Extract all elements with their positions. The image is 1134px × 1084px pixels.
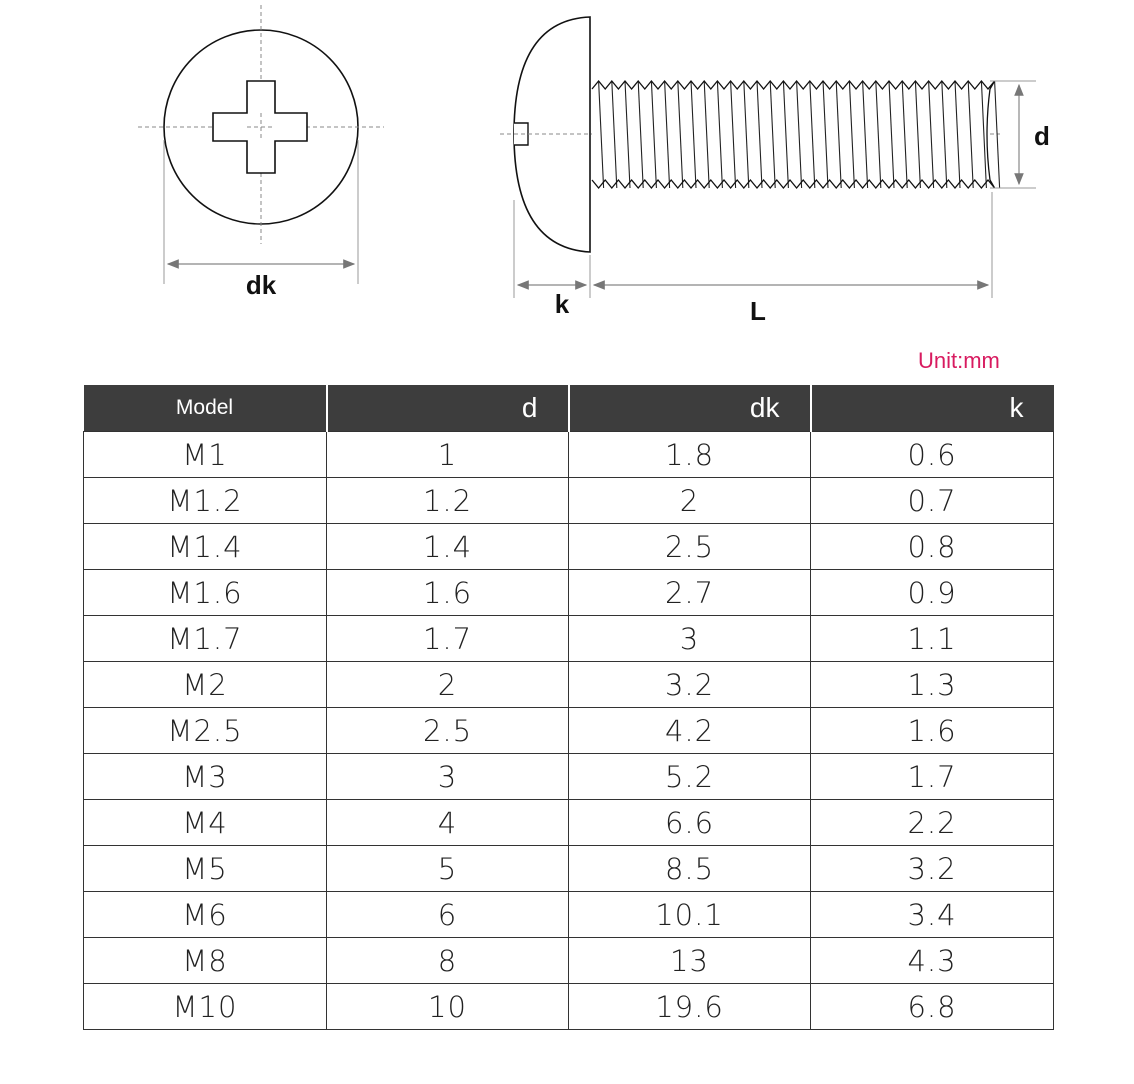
spec-table — [83, 385, 1054, 1030]
cell-d: 1.6 — [327, 570, 569, 616]
cell-d: 4 — [327, 800, 569, 846]
table-row — [84, 524, 1054, 570]
cell-model: M1.4 — [84, 524, 327, 570]
cell-model: M3 — [84, 754, 327, 800]
table-row — [84, 708, 1054, 754]
screw-head-top-view — [138, 5, 384, 244]
cell-d: 8 — [327, 938, 569, 984]
L-label: L — [750, 296, 766, 326]
table-row — [84, 754, 1054, 800]
cell-d: 5 — [327, 846, 569, 892]
cell-d: 3 — [327, 754, 569, 800]
table-row — [84, 616, 1054, 662]
table-row — [84, 800, 1054, 846]
table-header-row — [84, 385, 1054, 432]
k-label: k — [554, 289, 570, 319]
threaded-shank — [592, 81, 1000, 188]
cell-dk: 19.6 — [569, 984, 811, 1030]
cell-model: M1.2 — [84, 478, 327, 524]
unit-label: Unit:mm — [918, 348, 1000, 373]
cell-dk: 2 — [569, 478, 811, 524]
table-row — [84, 846, 1054, 892]
cell-dk: 3 — [569, 616, 811, 662]
cell-dk: 8.5 — [569, 846, 811, 892]
cell-k: 1.3 — [811, 662, 1054, 708]
cell-k: 4.3 — [811, 938, 1054, 984]
table-row — [84, 478, 1054, 524]
cell-d: 1.7 — [327, 616, 569, 662]
cell-dk: 2.7 — [569, 570, 811, 616]
cell-model: M1.6 — [84, 570, 327, 616]
cell-k: 1.6 — [811, 708, 1054, 754]
cell-dk: 10.1 — [569, 892, 811, 938]
cell-model: M8 — [84, 938, 327, 984]
cell-model: M1 — [84, 432, 327, 478]
table-row — [84, 892, 1054, 938]
header-dk: dk — [569, 385, 811, 432]
cell-dk: 1.8 — [569, 432, 811, 478]
cell-dk: 13 — [569, 938, 811, 984]
cell-d: 2 — [327, 662, 569, 708]
cell-k: 0.7 — [811, 478, 1054, 524]
cell-d: 6 — [327, 892, 569, 938]
cell-d: 2.5 — [327, 708, 569, 754]
screw-side-view — [500, 17, 1000, 252]
table-row — [84, 938, 1054, 984]
header-model: Model — [84, 385, 327, 432]
cell-dk: 6.6 — [569, 800, 811, 846]
cell-model: M5 — [84, 846, 327, 892]
cell-dk: 2.5 — [569, 524, 811, 570]
cell-k: 0.9 — [811, 570, 1054, 616]
d-label: d — [1034, 121, 1050, 151]
cell-k: 3.2 — [811, 846, 1054, 892]
header-k: k — [811, 385, 1054, 432]
cell-model: M4 — [84, 800, 327, 846]
cell-d: 1.4 — [327, 524, 569, 570]
cell-d: 10 — [327, 984, 569, 1030]
cell-model: M10 — [84, 984, 327, 1030]
cell-k: 1.1 — [811, 616, 1054, 662]
cell-k: 1.7 — [811, 754, 1054, 800]
cell-k: 3.4 — [811, 892, 1054, 938]
cell-d: 1 — [327, 432, 569, 478]
cell-k: 0.6 — [811, 432, 1054, 478]
cell-k: 2.2 — [811, 800, 1054, 846]
table-row — [84, 662, 1054, 708]
dk-label: dk — [245, 270, 277, 300]
cell-k: 0.8 — [811, 524, 1054, 570]
cell-dk: 3.2 — [569, 662, 811, 708]
cell-k: 6.8 — [811, 984, 1054, 1030]
table-row — [84, 984, 1054, 1030]
cell-dk: 5.2 — [569, 754, 811, 800]
table-row — [84, 432, 1054, 478]
screw-dimension-drawing — [0, 0, 1134, 340]
cell-dk: 4.2 — [569, 708, 811, 754]
cell-model: M1.7 — [84, 616, 327, 662]
header-d: d — [327, 385, 569, 432]
cell-model: M2.5 — [84, 708, 327, 754]
table-row — [84, 570, 1054, 616]
cell-model: M2 — [84, 662, 327, 708]
cell-model: M6 — [84, 892, 327, 938]
cell-d: 1.2 — [327, 478, 569, 524]
